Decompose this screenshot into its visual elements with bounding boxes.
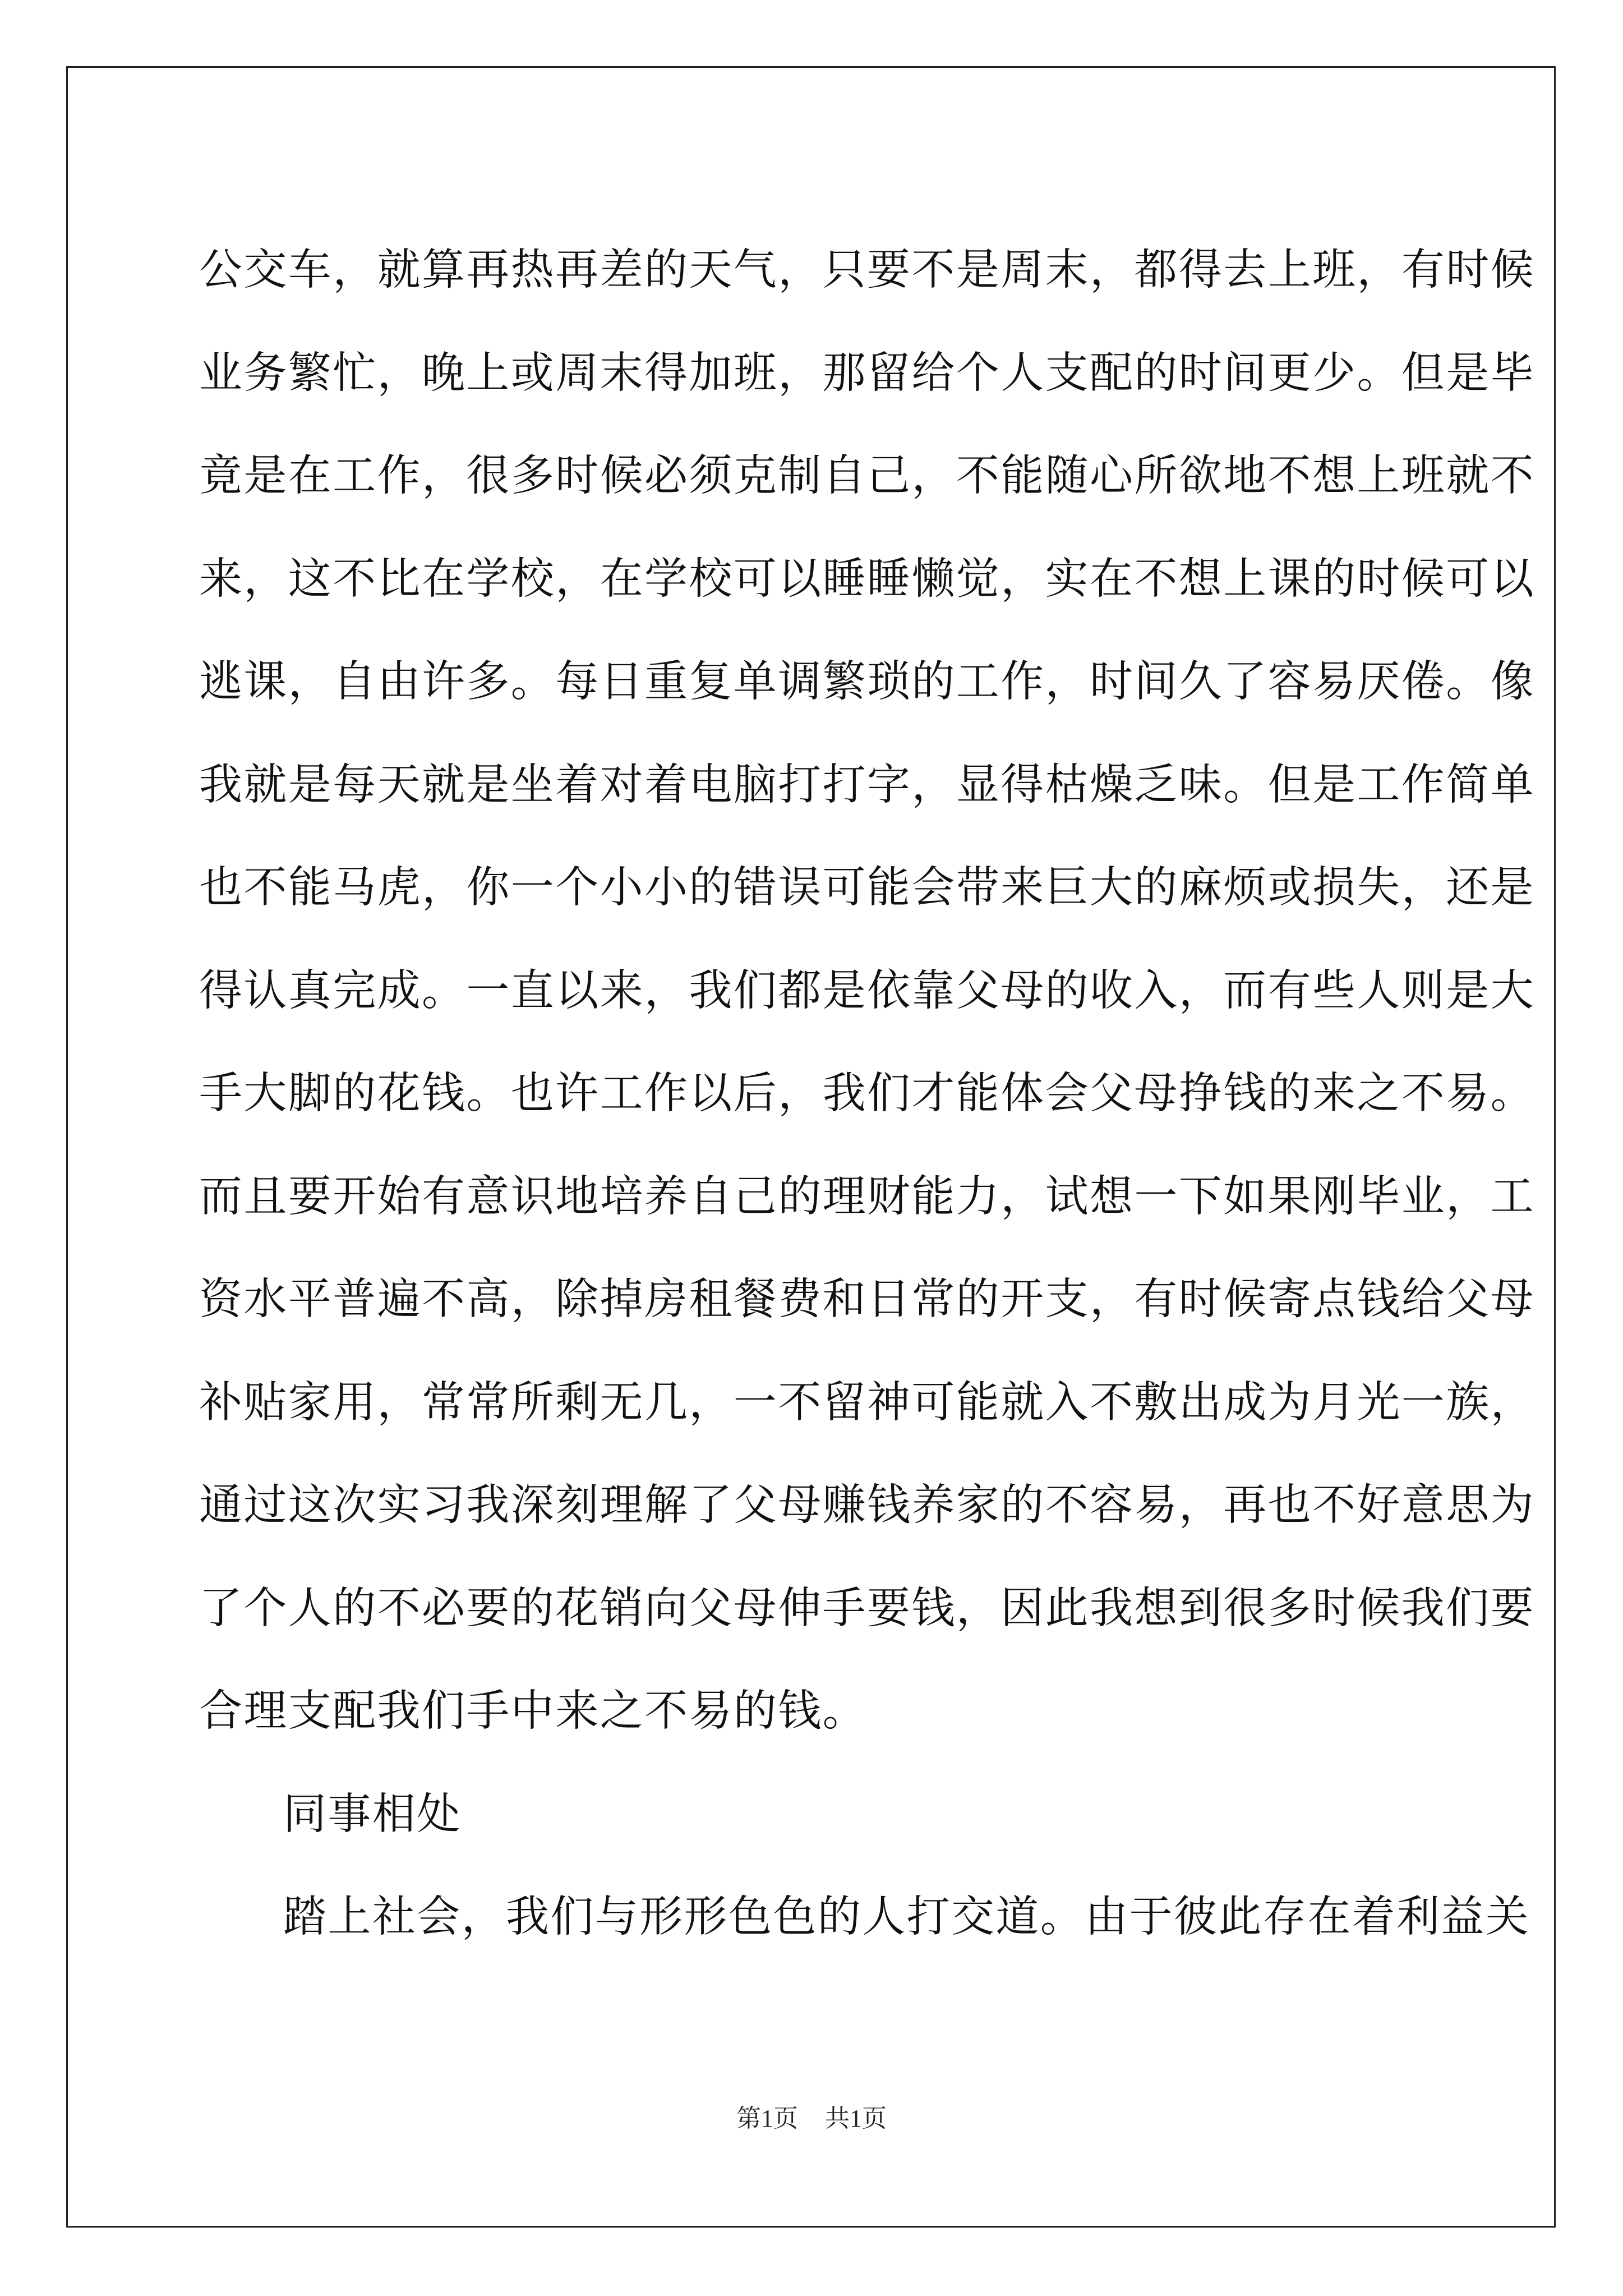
body-line: 我就是每天就是坐着对着电脑打打字，显得枯燥乏味。但是工作简单 [199,760,1535,810]
body-line: 逃课，自由许多。每日重复单调繁琐的工作，时间久了容易厌倦。像 [199,657,1535,707]
body-line: 合理支配我们手中来之不易的钱。 [199,1686,867,1736]
body-line: 补贴家用，常常所剩无几，一不留神可能就入不敷出成为月光一族， [199,1377,1535,1428]
body-line: 竟是在工作，很多时候必须克制自己，不能随心所欲地不想上班就不 [199,451,1535,501]
body-line: 也不能马虎，你一个小小的错误可能会带来巨大的麻烦或损失，还是 [199,863,1535,913]
page-footer [0,2098,1623,2134]
body-line: 了个人的不必要的花销向父母伸手要钱，因此我想到很多时候我们要 [199,1583,1535,1634]
body-line: 通过这次实习我深刻理解了父母赚钱养家的不容易，再也不好意思为 [199,1480,1535,1530]
body-line: 得认真完成。一直以来，我们都是依靠父母的收入，而有些人则是大 [199,965,1535,1016]
body-line: 手大脚的花钱。也许工作以后，我们才能体会父母挣钱的来之不易。 [199,1069,1535,1119]
document-body [199,219,1535,1969]
page-number: 第1页 [736,2105,798,2132]
body-line: 公交车，就算再热再差的天气，只要不是周末，都得去上班，有时候 [199,245,1535,295]
body-line: 来，这不比在学校，在学校可以睡睡懒觉，实在不想上课的时候可以 [199,554,1535,604]
section-heading: 同事相处 [283,1789,462,1839]
section-first-line: 踏上社会，我们与形形色色的人打交道。由于彼此存在着利益关 [283,1892,1530,1942]
body-line: 资水平普遍不高，除掉房租餐费和日常的开支，有时候寄点钱给父母 [199,1274,1535,1324]
body-line: 业务繁忙，晚上或周末得加班，那留给个人支配的时间更少。但是毕 [199,348,1535,398]
page-total: 共1页 [825,2105,887,2132]
body-line: 而且要开始有意识地培养自己的理财能力，试想一下如果刚毕业，工 [199,1171,1535,1222]
